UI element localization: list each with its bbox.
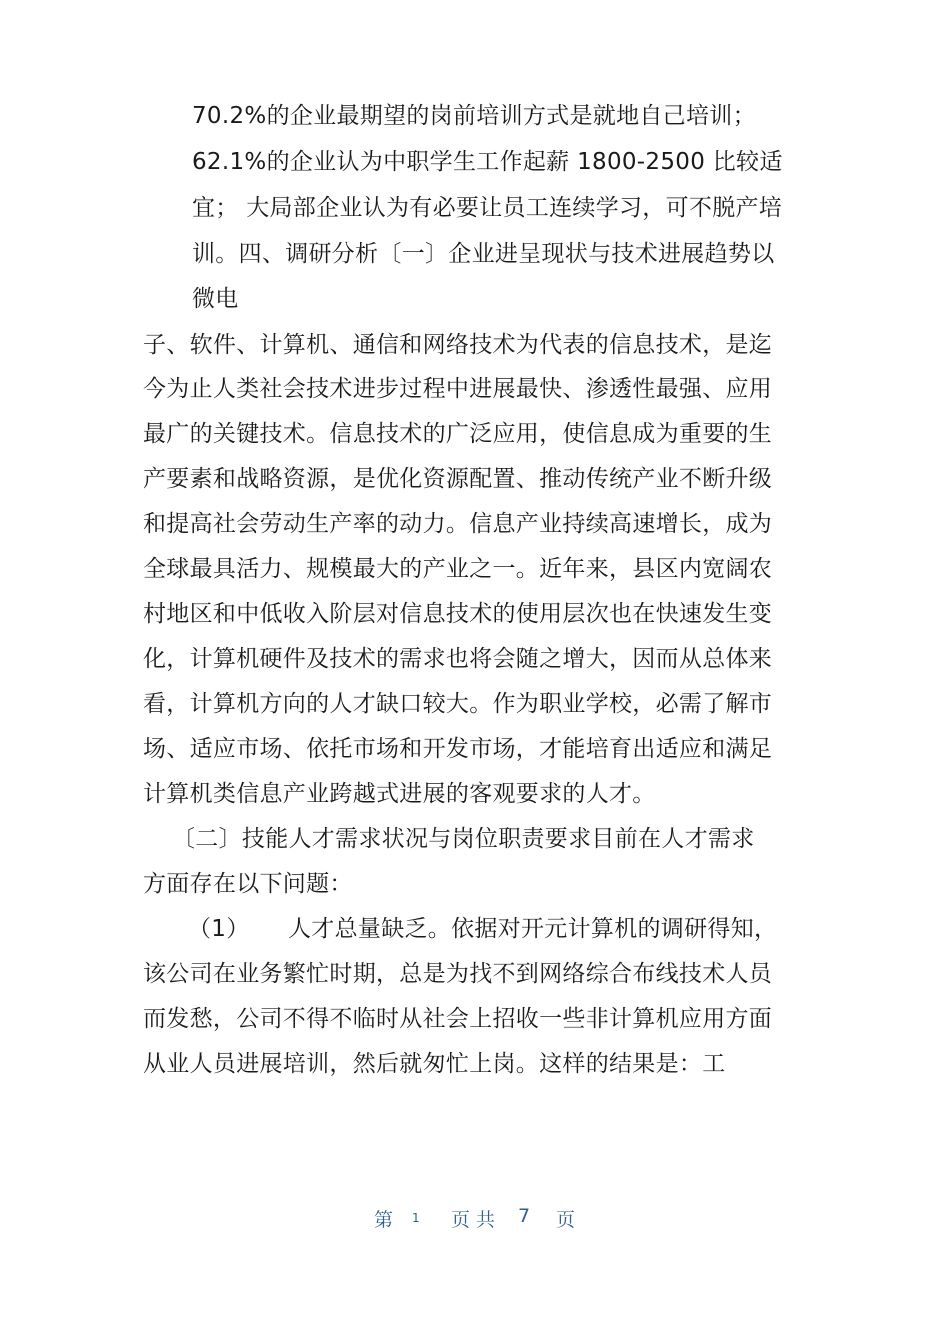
text-line: 训。四、调研分析〔一〕企业进呈现状与技术进展趋势以 [192,241,775,267]
footer-total-pages: 7 [518,1205,531,1227]
text-line: 化，计算机硬件及技术的需求也将会随之增大，因而从总体来 [143,646,773,672]
footer-prefix: 第 [374,1209,394,1231]
text-line: 方面存在以下问题： [143,871,353,897]
text-line: 计算机类信息产业跨越式进展的客观要求的人才。 [143,781,656,807]
text-line: 宜； 大局部企业认为有必要让员工连续学习，可不脱产培 [192,195,783,221]
text-line: 产要素和战略资源，是优化资源配置、推动传统产业不断升级 [143,466,773,492]
text-line: 村地区和中低收入阶层对信息技术的使用层次也在快速发生变 [143,601,773,627]
text-line: 人才总量缺乏。依据对开元计算机的调研得知， [288,916,778,942]
footer-page-number: 1 [412,1211,420,1225]
text-line: 子、软件、计算机、通信和网络技术为代表的信息技术，是迄 [143,332,773,358]
page-footer [0,1205,950,1235]
text-line: 而发愁，公司不得不临时从社会上招收一些非计算机应用方面 [143,1006,773,1032]
text-line: 微电 [192,286,239,312]
text-line: 62.1%的企业认为中职学生工作起薪 1800-2500 比较适 [192,149,783,175]
text-line: 从业人员进展培训，然后就匆忙上岗。这样的结果是：工 [143,1051,726,1077]
footer-suffix: 页 [556,1209,576,1231]
text-line: 今为止人类社会技术进步过程中进展最快、渗透性最强、应用 [143,376,773,402]
text-line: 全球最具活力、规模最大的产业之一。近年来，县区内宽阔农 [143,556,773,582]
text-line: 和提高社会劳动生产率的动力。信息产业持续高速增长，成为 [143,511,773,537]
text-line: 70.2%的企业最期望的岗前培训方式是就地自己培训； [192,103,756,129]
text-line: 场、适应市场、依托市场和开发市场，才能培育出适应和满足 [143,736,773,762]
footer-middle: 页 共 [451,1209,496,1231]
list-marker: （1） [188,916,250,942]
text-line: 〔二〕技能人才需求状况与岗位职责要求目前在人才需求 [172,826,755,852]
text-line: 看，计算机方向的人才缺口较大。作为职业学校，必需了解市 [143,691,773,717]
text-line: 该公司在业务繁忙时期，总是为找不到网络综合布线技术人员 [143,961,773,987]
text-line: 最广的关键技术。信息技术的广泛应用，使信息成为重要的生 [143,421,773,447]
